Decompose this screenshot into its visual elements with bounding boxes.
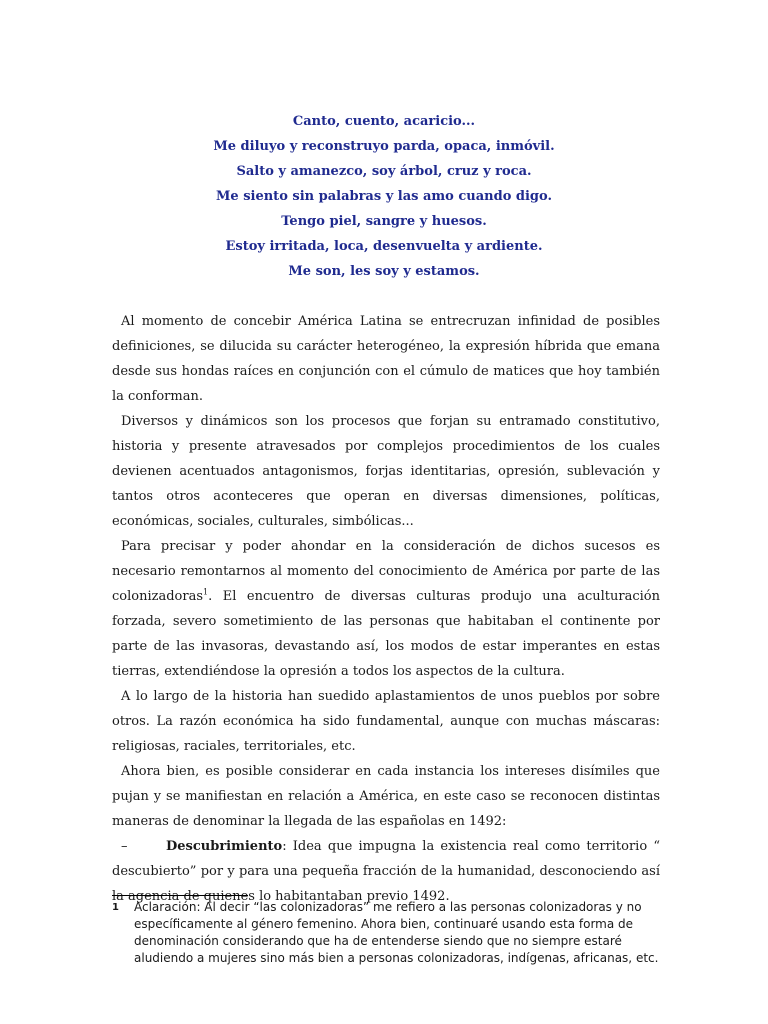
poem-line: Salto y amanezco, soy árbol, cruz y roca.: [236, 164, 532, 179]
poem-line: Me siento sin palabras y las amo cuando digo.: [216, 189, 552, 204]
list-term: Descubrimiento: [166, 839, 283, 854]
poem-line: Me son, les soy y estamos.: [288, 264, 480, 279]
list-item: [112, 834, 660, 909]
list-text: : Idea que impugna la existencia real como territorio “ descubierto” por y para una pequeña fracción de la humanidad, desconociendo así la agencia de quienes lo habitantaban previo 1492.: [112, 839, 660, 904]
paragraph: [112, 534, 660, 684]
footnote: [112, 899, 660, 967]
paragraph-text: Para precisar y poder ahondar en la consideración de dichos sucesos es necesario remontarnos al momento del conocimiento de América por parte de las colonizadoras: [112, 539, 660, 604]
poem-block: [0, 109, 768, 284]
paragraph: Ahora bien, es posible considerar en cada instancia los intereses disímiles que pujan y se manifiestan en relación a América, en este caso se reconocen distintas maneras de denominar la llegada de las españolas en 1492:: [112, 764, 660, 829]
poem-line: Canto, cuento, acaricio...: [292, 114, 476, 129]
poem-line: Tengo piel, sangre y huesos.: [281, 214, 487, 229]
poem-line: Me diluyo y reconstruyo parda, opaca, inmóvil.: [213, 139, 555, 154]
footnote-ref-suffix: .: [208, 589, 213, 604]
footnote-text: Aclaración: Al decir “las colonizadoras” me refiero a las personas colonizadoras y no específicamente al género femenino. Ahora bien, continuaré usando esta forma de denominación considerando que ha de entenderse siendo que no siempre estaré aludiendo a mujeres sino más bien a personas colonizadoras, indígenas, africanas, etc.: [134, 900, 659, 965]
paragraph-text: El encuentro de diversas culturas produjo una aculturación forzada, severo sometimiento de las personas que habitaban el continente por parte de las invasoras, devastando así, los modos de estar imperantes en estas tierras, extendiéndose la opresión a todos los aspectos de la cultura.: [112, 589, 660, 679]
poem-line: Estoy irritada, loca, desenvuelta y ardiente.: [225, 239, 543, 254]
dash-bullet: –: [121, 839, 128, 854]
paragraph: Al momento de concebir América Latina se entrecruzan infinidad de posibles definiciones, se dilucida su carácter heterogéneo, la expresión híbrida que emana desde sus hondas raíces en conjunción con el cúmulo de matices que hoy también la conforman.: [112, 314, 660, 404]
paragraph: A lo largo de la historia han suedido aplastamientos de unos pueblos por sobre otros. La razón económica ha sido fundamental, aunque con muchas máscaras: religiosas, raciales, territoriales, etc.: [112, 689, 660, 754]
footnote-number: 1: [112, 902, 119, 913]
footnote-divider: [112, 895, 248, 896]
body-text: [112, 309, 660, 909]
paragraph: Diversos y dinámicos son los procesos que forjan su entramado constitutivo, historia y presente atravesados por complejos procedimientos de los cuales devienen acentuados antagonismos, forjas identitarias, opresión, sublevación y tantos otros aconteceres que operan en diversas dimensiones, políticas, económicas, sociales, culturales, simbólicas...: [112, 414, 660, 529]
footnote-reference[interactable]: 1: [203, 587, 209, 597]
